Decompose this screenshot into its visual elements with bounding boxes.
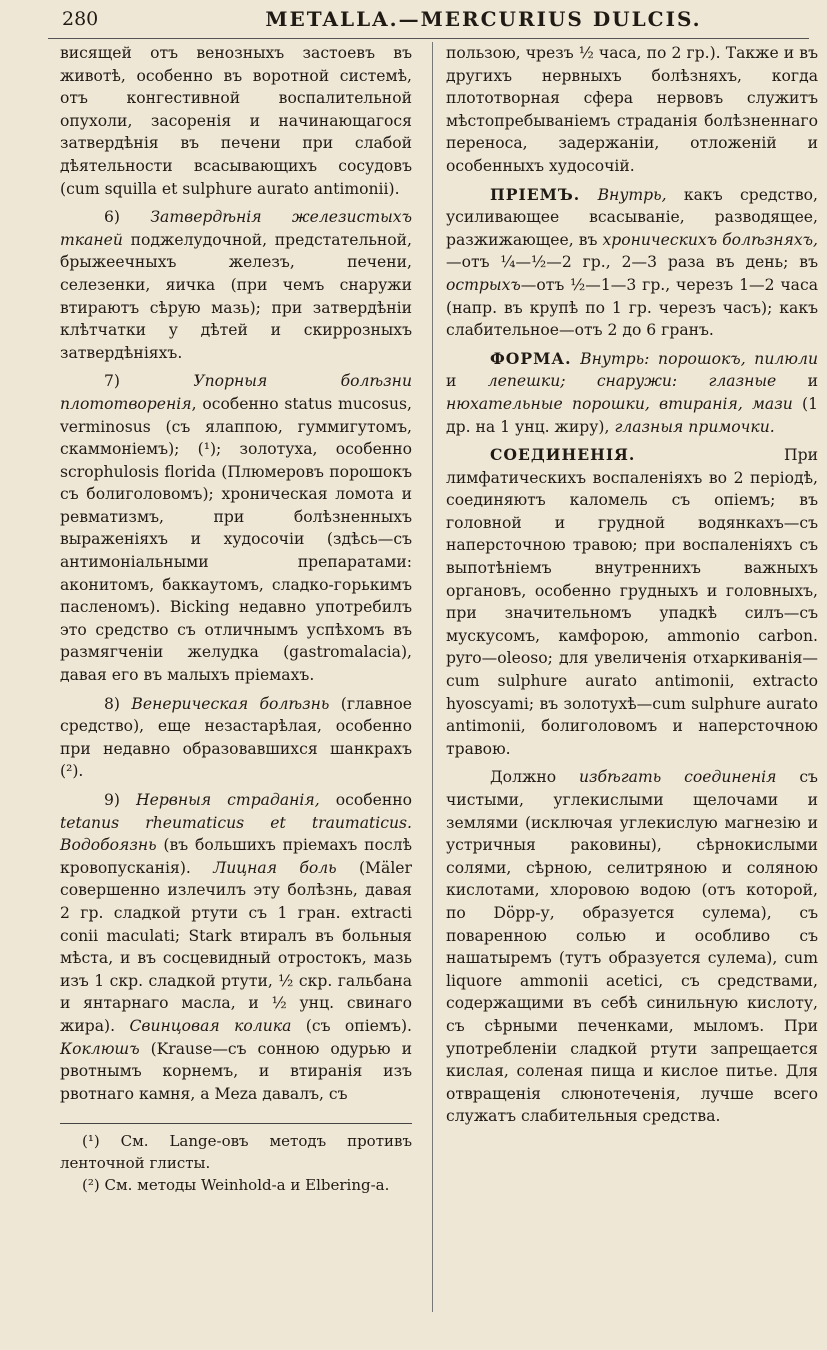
emphasis: глазныя примочки. [614,417,775,436]
paragraph [60,206,412,364]
text: (въ большихъ пріемахъ послѣ кровопусканія). [60,836,412,877]
text: —отъ ¼—½—2 гр., 2—3 раза въ день; въ [446,253,818,272]
emphasis: Внутрь, [580,185,667,204]
emphasis: Лицная боль [213,858,337,877]
paragraph [60,693,412,783]
text: (Mäler совершенно излечилъ эту болѣзнь, давая 2 гр. сладкой ртути съ 1 гран. extracti conii maculati; Stark втиралъ въ больныя мѣста, и въ сосцевидный отростокъ, мазь изъ 1 скр. сладкой ртути, ½ скр. гальбана и янтарнаго масла, и ½ унц. свинаго жира). [60,858,412,1035]
emphasis: Венерическая болѣзнь [131,694,330,713]
emphasis: лепешки; снаружи: глазные [487,372,777,391]
text: съ чистыми, углекислыми щелочами и землями (исключая углекислую магнезію и устричныя раковины), сѣрнокислыми солями, сѣрною, селитряною и соляною кислотами, хлоровою водою (отъ которой, по Döpp-у, образуется сулема), съ поваренною солью и особливо съ нашатыремъ (тутъ образуется сулема), cum liquore ammonii acetici, съ средствами, содержащими въ себѣ синильную кислоту, съ сѣрными печенками, мыломъ. При употребленіи сладкой ртути запрещается кислая, соленая пища и кислое питье. Для отвращенія слюнотеченія, лучше всего служатъ слабительныя средства. [446,768,818,1126]
text: Должно [490,768,579,787]
paragraph [446,444,818,760]
text: При лимфатическихъ воспаленіяхъ во 2 періодѣ, соединяютъ каломель съ опіемъ; въ головной и грудной водянкахъ—съ наперсточною травою; при воспаленіяхъ съ выпотѣніемъ внутреннихъ важныхъ органовъ, особенно грудныхъ и головныхъ, при значительномъ упадкѣ силъ—съ мускусомъ, камфорою, ammonio carbon. pyro—oleoso; для увеличенія отхаркиванія—cum sulphure aurato antimonii, extracto hyoscyami; въ золотухѣ—cum sulphure aurato antimonii, болиголовомъ и наперсточною травою. [446,446,818,758]
column-divider [432,42,433,1312]
footnote-1: (¹) См. Lange-овъ методъ противъ ленточной глисты. [60,1132,412,1173]
emphasis: Затвердѣнія железистыхъ тканей [60,208,412,249]
text: , особенно status mucosus, verminosus (съ ялаппою, гуммигутомъ, скаммоніемъ); (¹); золотуха, особенно scrophulosis florida (Плюмеровъ порошокъ съ болиголовомъ); хроническая ломота и ревматизмъ, при болѣзненныхъ выраженіяхъ и худосочіи (здѣсь—съ антимоніальными препаратами: аконитомъ, баккаутомъ, сладко-горькимъ пасленомъ). Bicking недавно употребилъ это средство съ отличнымъ успѣхомъ въ размягченіи желудка (gastromalacia), давая его въ малыхъ пріемахъ. [60,394,412,685]
right-column [446,42,818,1128]
paragraph [446,184,818,342]
emphasis: острыхъ [446,275,521,294]
paragraph: висящей отъ венозныхъ застоевъ въ животѣ, особенно въ воротной системѣ, отъ конгестивной воспалительной опухоли, засоренія и начинающагося затвердѣнія въ печени при слабой дѣятельности всасывающихъ сосудовъ (cum squilla et sulphure aurato antimonii). [60,44,412,198]
paragraph [60,789,412,1105]
text: (Krause—съ сонною одурью и рвотнымъ корнемъ, и втиранія изъ рвотнаго камня, а Meza давалъ, съ [60,1039,412,1103]
text: (главное средство), еще незастарѣлая, особенно при недавно образовавшихся шанкрахъ (²). [60,694,413,781]
paragraph [446,766,818,1128]
item-number: 7) [104,372,194,391]
text: особенно [319,791,412,809]
header-rule [48,38,809,39]
emphasis: Упорныя болѣзни плототворенія [60,372,412,413]
emphasis: избѣгать соединенія [578,768,777,787]
text: —отъ ½—1—3 гр., черезъ 1—2 часа (напр. въ крупѣ по 1 гр. черезъ часъ); какъ слабительное—отъ 2 до 6 гранъ. [446,275,818,340]
section-heading: ПРІЕМЪ. [490,184,581,204]
footnote-rule [60,1123,412,1124]
text: какъ средство, усиливающее всасываніе, разводящее, разжижающее, въ [446,185,819,249]
item-number: 8) [104,694,132,713]
paragraph [446,348,818,438]
section-heading: ФОРМА. [490,348,572,368]
emphasis: Нервныя страданія, [136,791,320,809]
paragraph [60,370,412,686]
section-heading: СОЕДИНЕНІЯ. [490,445,636,465]
left-column [60,42,412,1196]
footnote-2: (²) См. методы Weinhold-а и Elberіng-а. [82,1176,390,1195]
emphasis: Внутрь: порошокъ, пилюли [571,349,818,368]
running-title: METALLA.—MERCURIUS DULCIS. [265,7,702,31]
page-number: 280 [62,8,99,30]
text: поджелудочной, предстательной, брыжеечныхъ железъ, печени, селезенки, яичка (при чемъ снаружи втираютъ сѣрую мазь); при затвердѣніи клѣтчатки у дѣтей и скиррозныхъ затвердѣніяхъ. [60,230,412,362]
emphasis: tetanus rheumaticus et traumaticus. Водобоязнь [60,813,412,855]
text: и [776,372,818,391]
item-number: 6) [104,208,151,227]
text: (1 др. на 1 унц. жиру), [446,394,818,436]
item-number: 9) [104,791,136,809]
text: и [446,372,488,391]
paragraph: пользою, чрезъ ½ часа, по 2 гр.). Также и въ другихъ нервныхъ болѣзняхъ, когда плототворная сфера нервовъ служитъ мѣстопребываніемъ страданія болѣзненнаго переноса, задержаніи, отложеній и особенныхъ худосочій. [446,44,818,175]
emphasis: нюхательные порошки, втиранія, мази [446,394,793,413]
emphasis: Свинцовая колика [129,1016,292,1035]
emphasis: Коклюшъ [60,1039,140,1058]
page-header [48,2,809,32]
emphasis: хроническихъ болѣзняхъ, [602,230,819,249]
text: (съ опіемъ). [291,1016,412,1035]
